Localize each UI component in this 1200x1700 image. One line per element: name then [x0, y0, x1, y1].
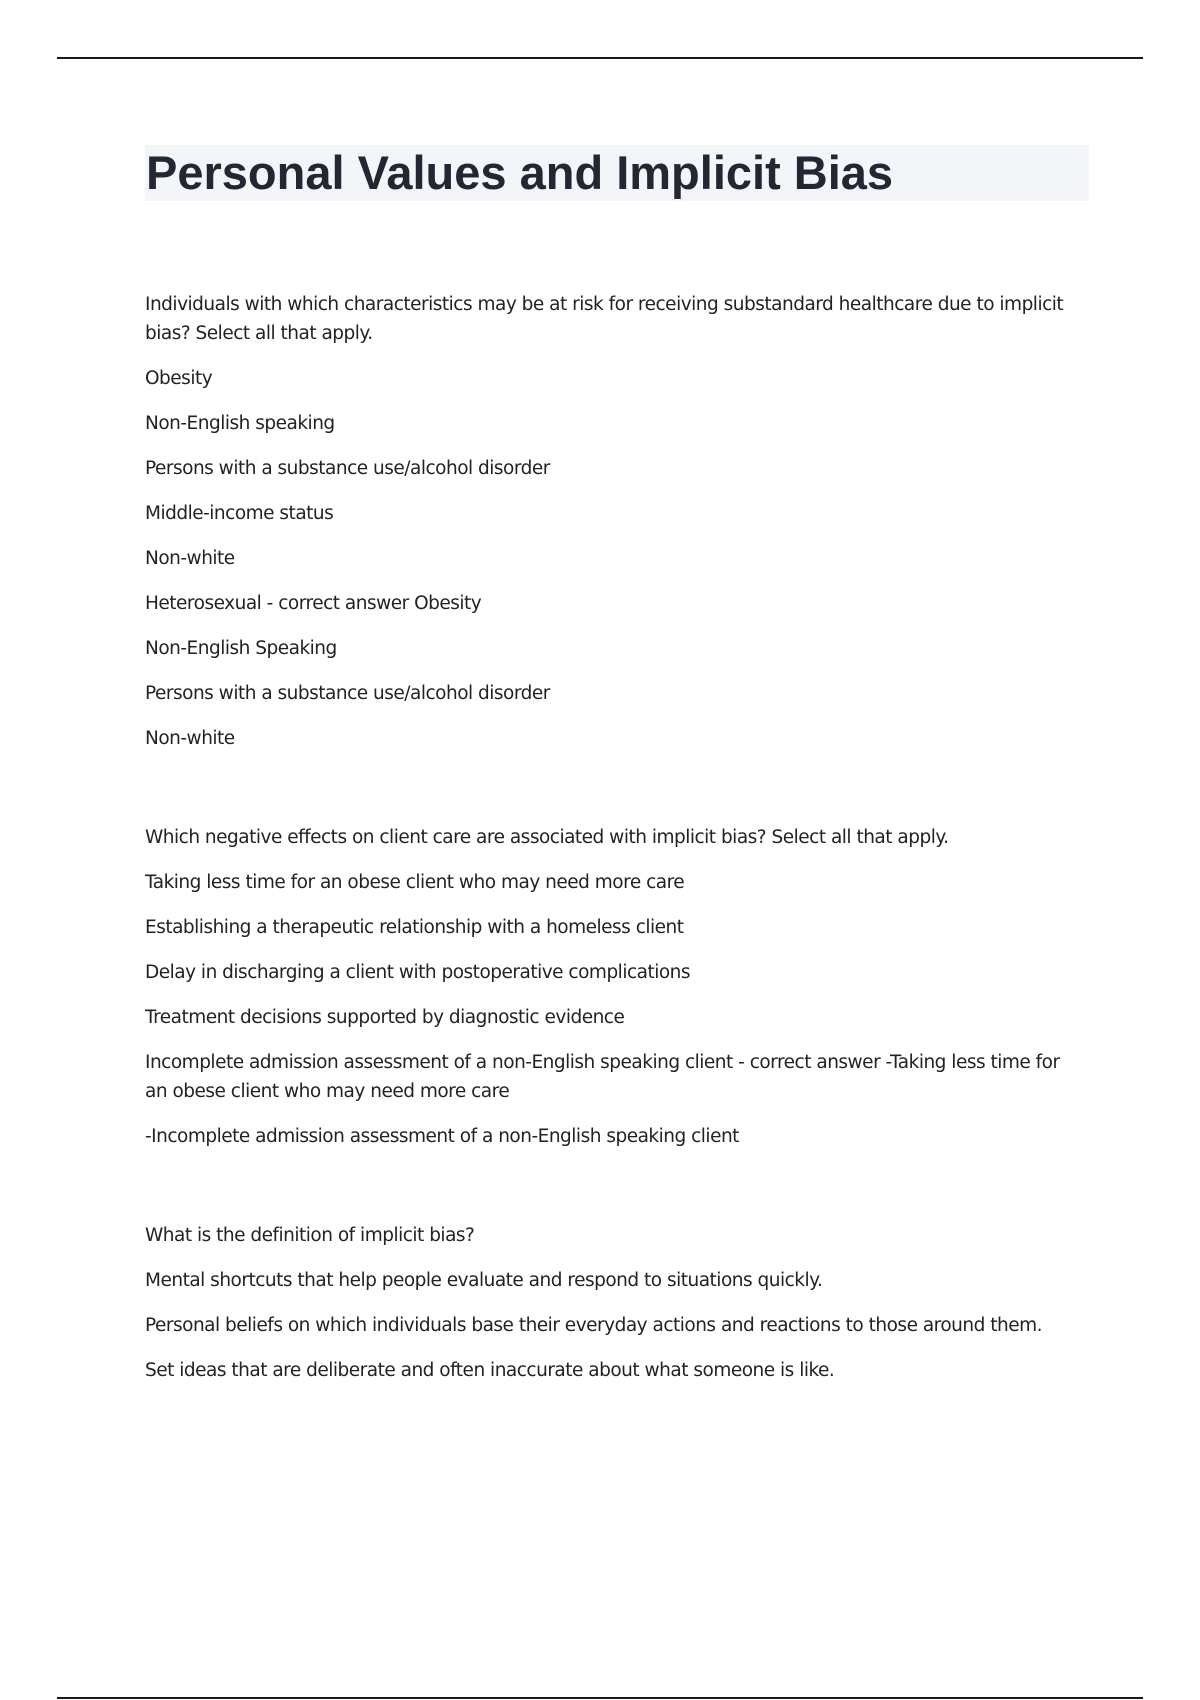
- answer-line: Set ideas that are deliberate and often inaccurate about what someone is like.: [145, 1360, 835, 1381]
- question-block-1: [145, 290, 1085, 753]
- answer-line: Heterosexual - correct answer Obesity: [145, 593, 482, 614]
- answer-line: Taking less time for an obese client who may need more care: [145, 872, 685, 893]
- answer-line: -Incomplete admission assessment of a non-English speaking client: [145, 1126, 739, 1147]
- answer-line: Non-English speaking: [145, 413, 335, 434]
- answer-line: Persons with a substance use/alcohol disorder: [145, 458, 550, 479]
- footer-rule: [57, 1697, 1143, 1699]
- answer-line: Establishing a therapeutic relationship with a homeless client: [145, 917, 684, 938]
- answer-line: Personal beliefs on which individuals base their everyday actions and reactions to those around them.: [145, 1315, 1043, 1336]
- question-text: Individuals with which characteristics may be at risk for receiving substandard healthcare due to implicit bias? Select all that apply.: [145, 294, 1064, 344]
- answer-line: Non-white: [145, 548, 235, 569]
- answer-line: Non-white: [145, 728, 235, 749]
- question-text: What is the definition of implicit bias?: [145, 1225, 475, 1246]
- answer-line: Non-English Speaking: [145, 638, 337, 659]
- question-block-2: [145, 823, 1085, 1151]
- header-rule: [57, 57, 1143, 59]
- answer-line: Middle-income status: [145, 503, 334, 524]
- document-title: Personal Values and Implicit Bias: [146, 146, 894, 199]
- answer-line: Incomplete admission assessment of a non-English speaking client - correct answer -Taking less time for an obese client who may need more care: [145, 1052, 1060, 1102]
- answer-line: Treatment decisions supported by diagnostic evidence: [145, 1007, 625, 1028]
- answer-line: Delay in discharging a client with postoperative complications: [145, 962, 691, 983]
- question-block-3: [145, 1221, 1085, 1385]
- document-body: [145, 290, 1085, 1455]
- answer-line: Persons with a substance use/alcohol disorder: [145, 683, 550, 704]
- question-text: Which negative effects on client care are associated with implicit bias? Select all that apply.: [145, 827, 949, 848]
- answer-line: Mental shortcuts that help people evaluate and respond to situations quickly.: [145, 1270, 823, 1291]
- answer-line: Obesity: [145, 368, 213, 389]
